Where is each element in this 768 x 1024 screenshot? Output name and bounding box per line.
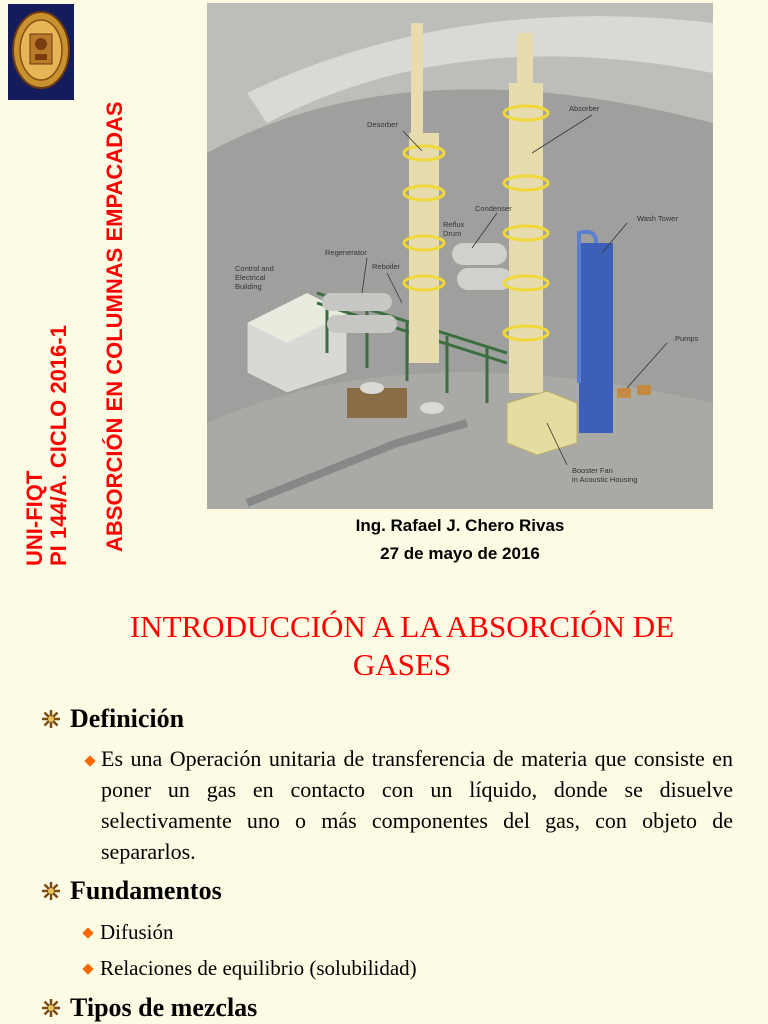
label-wash-tower: Wash Tower (637, 214, 678, 223)
label-reboiler: Reboiler (372, 262, 400, 271)
label-booster-2: in Acoustic Housing (572, 475, 638, 484)
page-title (40, 608, 764, 684)
page-title-line-2: GASES (352, 647, 452, 682)
heading-fundamentos-label: Fundamentos (70, 876, 222, 905)
definicion-text: Es una Operación unitaria de transferencia de materia que consiste en poner un gas en contacto con un líquido, donde se disuelve selectivamente uno o más componentes del gas, con objeto de separarlos. (101, 746, 733, 864)
bullet-star-icon (40, 708, 62, 730)
label-reflux: Reflux (443, 220, 465, 229)
list-item-label: Difusión (100, 920, 174, 944)
diamond-bullet-icon (84, 755, 95, 766)
list-item (84, 956, 417, 981)
label-pumps: Pumps (675, 334, 699, 343)
heading-tipos-label: Tipos de mezclas (70, 993, 258, 1022)
heading-fundamentos (40, 876, 222, 906)
vertical-title-uni: UNI-FIQT (22, 470, 47, 566)
diamond-bullet-icon (82, 963, 93, 974)
label-control-3: Building (235, 282, 262, 291)
page-title-line-1: INTRODUCCIÓN A LA ABSORCIÓN DE (129, 609, 675, 644)
bullet-star-icon (40, 997, 62, 1019)
author-name: Ing. Rafael J. Chero Rivas (355, 516, 565, 535)
vertical-title-course: PI 144/A. CICLO 2016-1 (46, 325, 71, 566)
list-item-label: Relaciones de equilibrio (solubilidad) (100, 956, 417, 980)
label-drum: Drum (443, 229, 462, 238)
label-booster-1: Booster Fan (572, 466, 613, 475)
list-item (84, 920, 174, 945)
label-desorber: Desorber (367, 120, 398, 129)
university-seal-logo (8, 4, 74, 100)
absorption-plant-illustration (207, 3, 713, 509)
bullet-star-icon (40, 880, 62, 902)
label-regenerator: Regenerator (325, 248, 367, 257)
heading-tipos (40, 993, 257, 1023)
label-condenser: Condenser (475, 204, 512, 213)
label-absorber: Absorber (569, 104, 600, 113)
vertical-title-topic: ABSORCIÓN EN COLUMNAS EMPACADAS (102, 101, 127, 552)
presentation-date: 27 de mayo de 2016 (380, 544, 540, 563)
heading-definicion-label: Definición (70, 704, 185, 733)
diamond-bullet-icon (82, 927, 93, 938)
label-control-2: Electrical (235, 273, 266, 282)
label-control-1: Control and (235, 264, 274, 273)
heading-definicion (40, 704, 184, 734)
